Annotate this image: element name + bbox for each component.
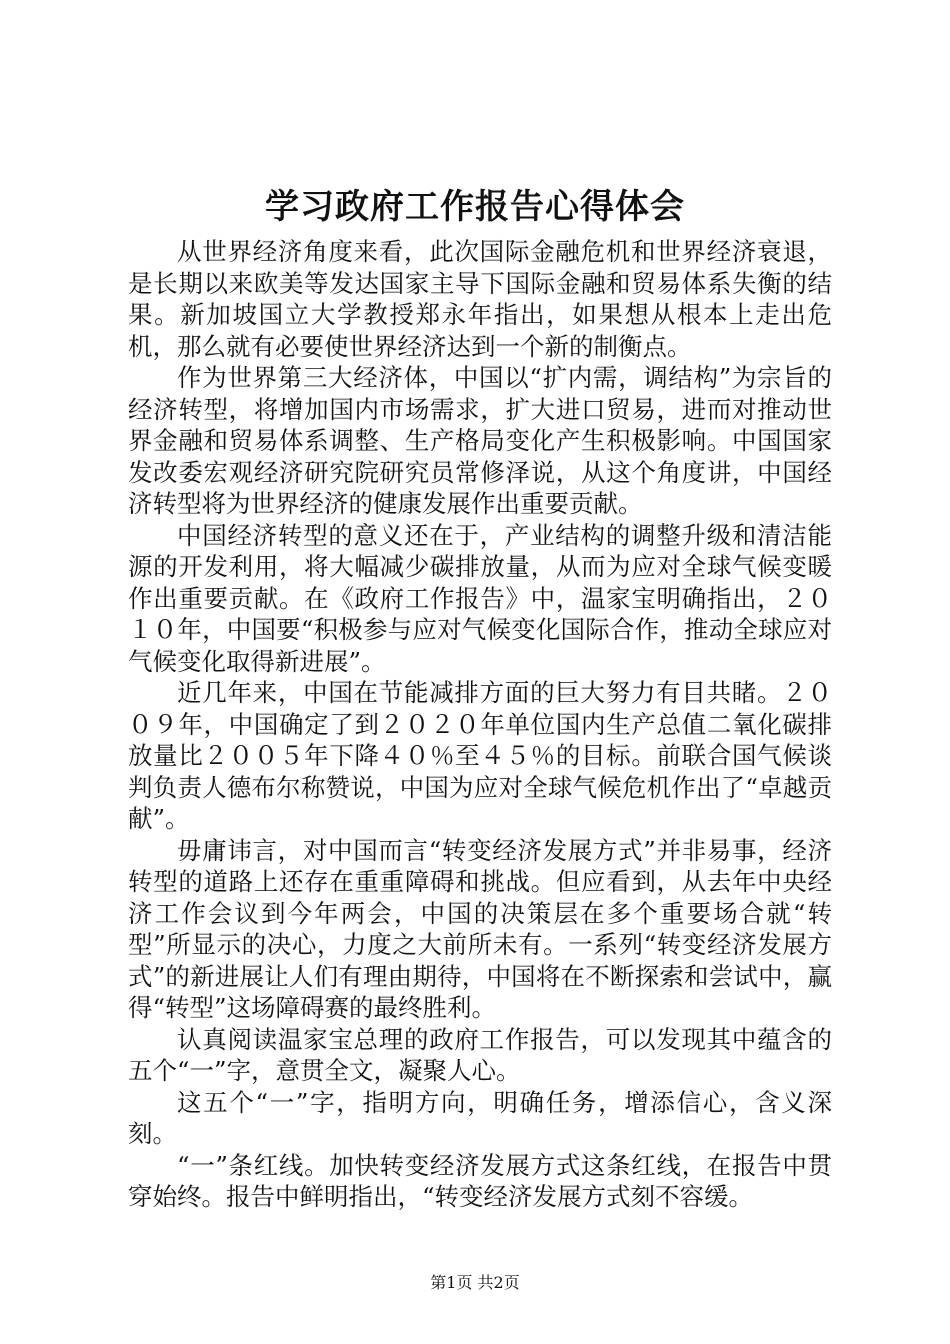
document-title: 学习政府工作报告心得体会 xyxy=(265,187,685,227)
paragraph: 从世界经济角度来看，此次国际金融危机和世界经济衰退，是长期以来欧美等发达国家主导下国际金融和贸易体系失衡的结果。新加坡国立大学教授郑永年指出，如果想从根本上走出危机，那么就有必要使世界经济达到一个新的制衡点。 xyxy=(128,237,832,361)
paragraph: 这五个“一”字，指明方向，明确任务，增添信心，含义深刻。 xyxy=(128,1087,832,1148)
paragraph: 中国经济转型的意义还在于，产业结构的调整升级和清洁能源的开发利用，将大幅减少碳排放量，从而为应对全球气候变暖作出重要贡献。在《政府工作报告》中，温家宝明确指出，２０１０年，中国要“积极参与应对气候变化国际合作，推动全球应对气候变化取得新进展”。 xyxy=(128,520,832,676)
document-body xyxy=(128,236,832,1213)
paragraph: 毋庸讳言，对中国而言“转变经济发展方式”并非易事，经济转型的道路上还存在重重障碍和挑战。但应看到，从去年中央经济工作会议到今年两会，中国的决策层在多个重要场合就“转型”所显示的决心，力度之大前所未有。一系列“转变经济发展方式”的新进展让人们有理由期待，中国将在不断探索和尝试中，赢得“转型”这场障碍赛的最终胜利。 xyxy=(128,835,832,1022)
paragraph: 近几年来，中国在节能减排方面的巨大努力有目共睹。２００９年，中国确定了到２０２０年单位国内生产总值二氧化碳排放量比２００５年下降４０％至４５％的目标。前联合国气候谈判负责人德布尔称赞说，中国为应对全球气候危机作出了“卓越贡献”。 xyxy=(128,678,832,833)
page-footer: 第1页 共2页 xyxy=(430,1273,520,1292)
paragraph: “一”条红线。加快转变经济发展方式这条红线，在报告中贯穿始终。报告中鲜明指出，“转变经济发展方式刻不容缓。 xyxy=(128,1150,832,1211)
paragraph: 认真阅读温家宝总理的政府工作报告，可以发现其中蕴含的五个“一”字，意贯全文，凝聚人心。 xyxy=(128,1024,832,1085)
paragraph: 作为世界第三大经济体，中国以“扩内需，调结构”为宗旨的经济转型，将增加国内市场需求，扩大进口贸易，进而对推动世界金融和贸易体系调整、生产格局变化产生积极影响。中国国家发改委宏观经济研究院研究员常修泽说，从这个角度讲，中国经济转型将为世界经济的健康发展作出重要贡献。 xyxy=(128,363,832,518)
